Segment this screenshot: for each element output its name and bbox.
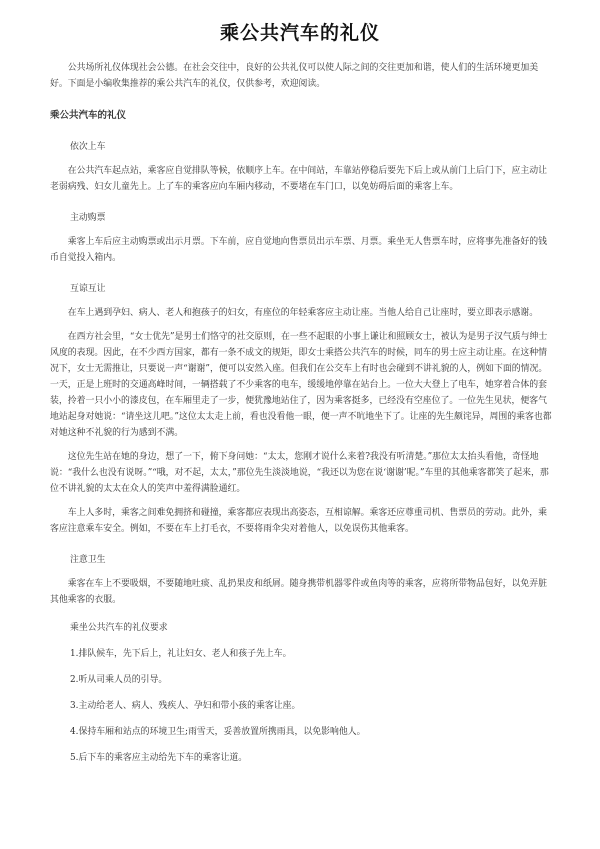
paragraph: 车上人多时，乘客之间难免拥挤和碰撞，乘客都应表现出高姿态，互相谅解。乘客还应尊重司机、售票员的劳动。此外，乘客应注意乘车安全。例如，不要在车上打毛衣，不要将雨伞尖对着他人，以免误伤其他乘客。 <box>50 508 548 534</box>
subheading-courtesy: 互谅互让 <box>70 284 106 294</box>
subheading-boarding: 依次上车 <box>70 142 106 152</box>
requirement-item: 1.排队候车，先下后上，礼让妇女、老人和孩子先上车。 <box>70 649 292 659</box>
page-title: 乘公共汽车的礼仪 <box>219 22 380 44</box>
section-title: 乘公共汽车的礼仪 <box>50 110 127 121</box>
subheading-hygiene: 注意卫生 <box>70 555 106 565</box>
paragraph: 乘客上车后应主动购票或出示月票。下车前，应自觉地向售票员出示车票、月票。乘坐无人售票车时，应将事先准备好的钱币自觉投入箱内。 <box>50 237 548 263</box>
requirements-heading: 乘坐公共汽车的礼仪要求 <box>70 623 168 633</box>
paragraph: 乘客在车上不要吸烟，不要随地吐痰、乱扔果皮和纸屑。随身携带机器零件或鱼肉等的乘客，应将所带物品包好，以免弄脏其他乘客的衣服。 <box>50 579 548 605</box>
requirement-item: 2.听从司乘人员的引导。 <box>70 675 168 685</box>
subheading-tickets: 主动购票 <box>70 213 106 223</box>
article-body <box>50 60 554 766</box>
requirement-item: 3.主动给老人、病人、残疾人、孕妇和带小孩的乘客让座。 <box>70 701 301 711</box>
paragraph: 在西方社会里，“女士优先”是男士们恪守的社交原则，在一些不起眼的小事上谦让和照顾女士，被认为是男子汉气质与绅士风度的表现。因此，在不少西方国家，都有一条不成文的规矩，即女士乘搭公共汽车的时候，同车的男士应主动让座。在这种情况下，女士无需推让，只要说一声“谢谢”，便可以安然入座。但我们在公交车上有时也会碰到不讲礼貌的人，例如下面的情况。一天，正是上班时的交通高峰时间，一辆搭载了不少乘客的电车，缓缓地停靠在站台上。一位大大登上了电车，她穿着合体的套装，拎着一只小小的漆皮包，在车厢里走了一步，便犹豫地站住了，因为乘客挺多，已经没有空座位了。一位先生见状，便客气地站起身对她说：“请坐这儿吧。”这位太太走上前，看也没看他一眼，便一声不吭地坐下了。让座的先生颇诧异，周围的乘客也都对她这种不礼貌的行为感到不满。 <box>50 332 552 438</box>
paragraph: 在公共汽车起点站，乘客应自觉排队等候，依顺序上车。在中间站，车靠站停稳后要先下后上或从前门上后门下，应主动让老弱病残、妇女儿童先上。上了车的乘客应向车厢内移动，不要堵在车门口，以免妨碍后面的乘客上车。 <box>50 166 548 192</box>
requirement-item: 4.保持车厢和站点的环境卫生;雨雪天，妥善放置所携雨具，以免影响他人。 <box>70 727 366 737</box>
intro-paragraph: 公共场所礼仪体现社会公德。在社会交往中，良好的公共礼仪可以使人际之间的交往更加和谐，使人们的生活环境更加美好。下面是小编收集推荐的乘公共汽车的礼仪，仅供参考，欢迎阅读。 <box>50 63 539 89</box>
requirement-item: 5.后下车的乘客应主动给先下车的乘客让道。 <box>70 753 248 763</box>
paragraph: 这位先生站在她的身边，想了一下，俯下身问她：“太太，您刚才说什么来着?我没有听清楚。”那位太太抬头看他，奇怪地说：“我什么也没有说呀。”“哦，对不起，太太，”那位先生淡淡地说，“我还以为您在说‘谢谢’呢。”车里的其他乘客都笑了起来，那位不讲礼貌的太太在众人的笑声中羞得满脸通红。 <box>50 452 549 494</box>
paragraph: 在车上遇到孕妇、病人、老人和抱孩子的妇女，有座位的年轻乘客应主动让座。当他人给自己让座时，要立即表示感谢。 <box>67 308 539 318</box>
